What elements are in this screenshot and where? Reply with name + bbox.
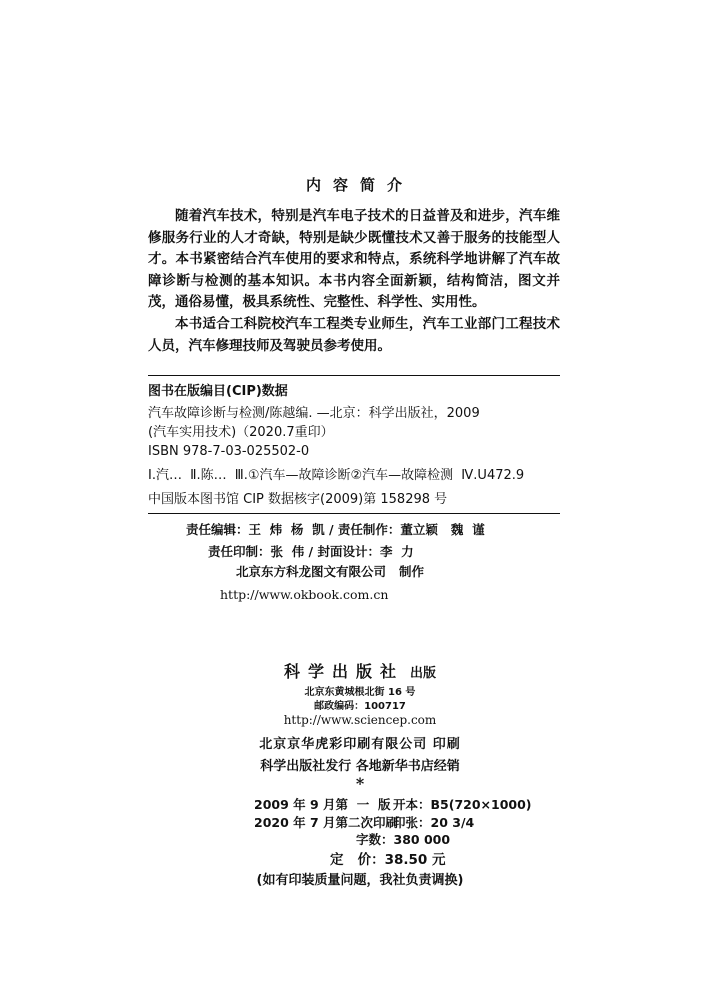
cip-heading: 图书在版编目(CIP)数据	[148, 384, 288, 399]
credits-producer: 北京东方科龙图文有限公司 制作	[236, 564, 425, 579]
publisher-suffix: 出版	[410, 666, 437, 681]
cip-isbn-line: ISBN 978-7-03-025502-0	[148, 444, 310, 459]
cip-top-rule	[148, 375, 560, 376]
publisher-name: 科学出版社	[283, 662, 404, 681]
credits-editors: 责任编辑：王 炜 杨 凯 / 责任制作：董立颖 魏 谨	[186, 522, 485, 537]
separator-star: *	[355, 774, 365, 793]
publisher-url[interactable]: http://www.sciencep.com	[283, 713, 437, 727]
printer-line: 北京京华虎彩印刷有限公司 印刷	[259, 737, 461, 752]
cip-subject-line: Ⅰ.汽… Ⅱ.陈… Ⅲ.①汽车—故障诊断②汽车—故障检测 Ⅳ.U472.9	[148, 468, 525, 483]
intro-paragraph-2: 本书适合工科院校汽车工程类专业师生，汽车工业部门工程技术人员，汽车修理技师及驾驶员参考使用。	[148, 316, 560, 354]
intro-paragraph-1: 随着汽车技术，特别是汽车电子技术的日益普及和进步，汽车维修服务行业的人才奇缺，特别是缺少既懂技术又善于服务的技能型人才。本书紧密结合汽车使用的要求和特点，系统科学地讲解了汽车故障诊断与检测的基本知识。本书内容全面新颖，结构简洁，图文并茂，通俗易懂，极具系统性、完整性、科学性、实用性。	[148, 208, 560, 310]
cip-bottom-rule	[148, 513, 560, 514]
publisher-postcode: 邮政编码：100717	[314, 701, 406, 712]
publisher-address: 北京东黄城根北街 16 号	[304, 687, 416, 698]
edition-price: 定 价：38.50 元	[330, 852, 446, 868]
quality-note: (如有印装质量问题，我社负责调换)	[256, 873, 464, 888]
cip-series-line: (汽车实用技术)（2020.7重印）	[148, 425, 334, 440]
cip-title-line: 汽车故障诊断与检测/陈越编. —北京：科学出版社，2009	[148, 406, 480, 421]
edition-reprint: 2020 年 7 月第二次印刷	[254, 815, 399, 830]
edition-words: 字数：380 000	[356, 832, 451, 847]
edition-first: 2009 年 9 月第 一 版	[254, 797, 391, 812]
edition-format: 开本：B5(720×1000)	[393, 797, 532, 812]
cip-record-line: 中国版本图书馆 CIP 数据核字(2009)第 158298 号	[148, 492, 448, 507]
distribution-line: 科学出版社发行 各地新华书店经销	[260, 759, 460, 774]
credits-printing-design: 责任印制：张 伟 / 封面设计：李 力	[208, 544, 414, 559]
intro-title: 内容简介	[305, 176, 414, 194]
publisher-line	[0, 659, 720, 682]
credits-url[interactable]: http://www.okbook.com.cn	[220, 587, 389, 602]
edition-sheets: 印张：20 3/4	[393, 815, 475, 830]
